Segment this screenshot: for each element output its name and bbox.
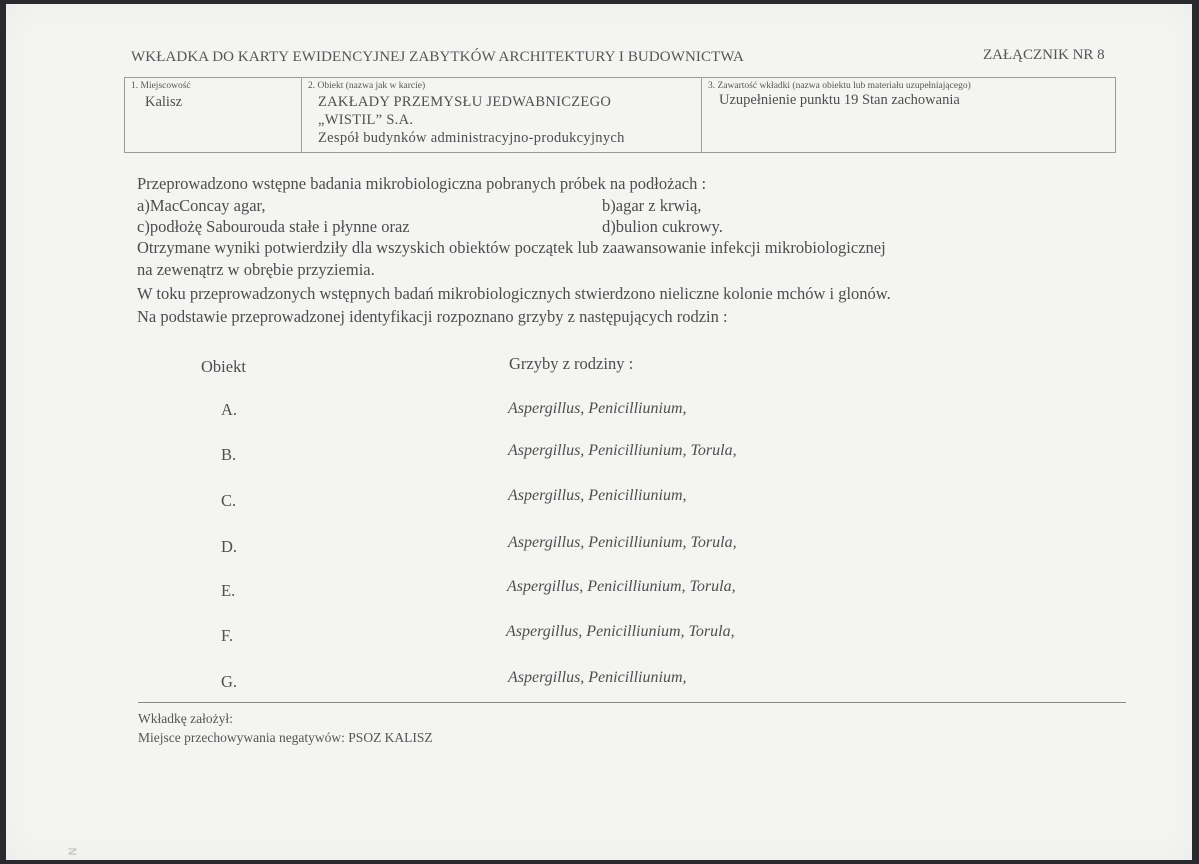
location-value: Kalisz [145, 94, 183, 110]
location-cell [125, 78, 302, 152]
row-object: G. [221, 672, 238, 691]
row-fungi: Aspergillus, Penicilliunium, [508, 400, 687, 417]
object-column-header: Obiekt [201, 357, 246, 376]
medium-c: c)podłożę Sabourouda stałe i płynne oraz [137, 217, 410, 236]
row-object: C. [221, 491, 237, 510]
content-cell [702, 78, 1115, 152]
row-fungi: Aspergillus, Penicilliunium, Torula, [506, 623, 735, 640]
row-fungi: Aspergillus, Penicilliunium, [508, 487, 687, 504]
medium-a: a)MacConcay agar, [137, 196, 266, 215]
content-value: Uzupełnienie punktu 19 Stan zachowania [719, 92, 960, 108]
row-fungi: Aspergillus, Penicilliunium, Torula, [507, 578, 736, 595]
result-line-1: Otrzymane wyniki potwierdziły dla wszyskich obiektów początek lub zaawansowanie infekcji mikrobiologicznej [137, 238, 886, 257]
object-value [318, 93, 625, 147]
fungi-column-header: Grzyby z rodziny : [509, 354, 634, 373]
row-fungi: Aspergillus, Penicilliunium, Torula, [508, 442, 737, 459]
footer-divider [138, 702, 1126, 703]
object-cell [302, 78, 702, 152]
row-fungi: Aspergillus, Penicilliunium, [508, 669, 687, 686]
negatives-location: Miejsce przechowywania negatywów: PSOZ KALISZ [138, 730, 433, 745]
row-object: B. [221, 445, 237, 464]
object-name-line-3: Zespół budynków administracyjno-produkcyjnych [318, 130, 625, 146]
intro-line: Przeprowadzono wstępne badania mikrobiologiczna pobranych próbek na podłożach : [137, 174, 707, 193]
moss-line: W toku przeprowadzonych wstępnych badań mikrobiologicznych stwierdzono nieliczne kolonie mchów i glonów. [137, 284, 891, 303]
row-fungi: Aspergillus, Penicilliunium, Torula, [508, 534, 737, 551]
content-label: 3. Zawartość wkładki (nazwa obiektu lub materiału uzupełniającego) [708, 81, 971, 91]
annex-number: ZAŁĄCZNIK NR 8 [983, 47, 1105, 63]
created-by-label: Wkładkę założył: [138, 711, 233, 726]
object-name-line-1: ZAKŁADY PRZEMYSŁU JEDWABNICZEGO [318, 94, 612, 110]
row-object: E. [221, 581, 236, 600]
row-object: A. [221, 400, 238, 419]
row-object: F. [221, 626, 233, 645]
document-title: WKŁADKA DO KARTY EWIDENCYJNEJ ZABYTKÓW ARCHITEKTURY I BUDOWNICTWA [131, 49, 744, 65]
medium-b: b)agar z krwią, [602, 196, 702, 215]
identification-line: Na podstawie przeprowadzonej identyfikacji rozpoznano grzyby z następujących rodzin : [137, 307, 728, 326]
location-label: 1. Miejscowość [131, 81, 191, 91]
object-label: 2. Obiekt (nazwa jak w karcie) [308, 81, 426, 91]
result-line-2: na zewenątrz w obrębie przyziemia. [137, 260, 375, 279]
object-name-line-2: „WISTIL” S.A. [318, 112, 414, 128]
header-table [124, 77, 1116, 153]
corner-mark: N [65, 847, 79, 856]
medium-d: d)bulion cukrowy. [602, 217, 723, 236]
row-object: D. [221, 537, 238, 556]
